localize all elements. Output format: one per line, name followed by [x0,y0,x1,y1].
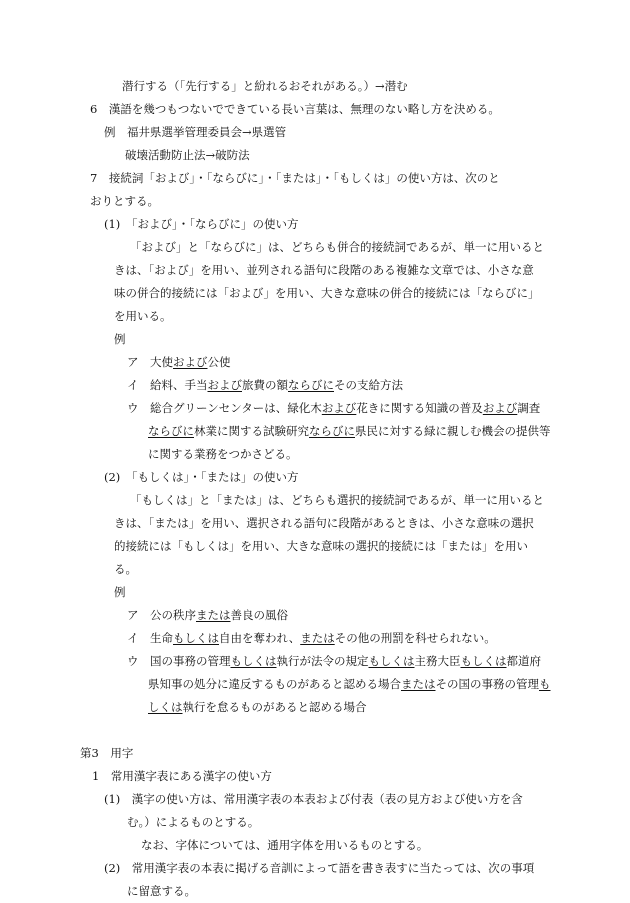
paragraph-line: きは、「または」を用い、選択される語句に段階があるときは、小さな意味の選択 [114,516,534,530]
subsection-item: (1) 漢字の使い方は、常用漢字表の本表および付表（表の見方および使い方を含 [104,792,523,806]
paragraph-line: る。 [114,562,137,576]
underlined-conjunction: または [300,631,335,645]
example-item [127,351,231,374]
underlined-conjunction: および [321,401,357,415]
subsection-item: (2) 常用漢字表の本表に掲げる音訓によって語を書き表すに当たっては、次の事項 [104,861,535,875]
example-item-continued: に関する業務をつかさどる。 [148,447,298,461]
text-segment: ア 公の秩序 [127,608,196,622]
example-line: 例 福井県選挙管理委員会→県選管 [104,125,287,139]
list-item-6: 6 漢語を幾つもつないでできている長い言葉は、無理のない略し方を決める。 [90,102,500,116]
text-segment: 公使 [207,355,231,369]
example-item [127,650,541,673]
example-label: 例 [114,332,126,346]
text-segment: ウ 国の事務の管理 [127,654,231,668]
underlined-conjunction: もしくは [368,654,415,668]
paragraph-line: きは、「および」を用い、並列される語句に段階のある複雑な文章では、小さな意 [114,263,534,277]
text-segment: イ 生命 [127,631,173,645]
text-segment: 執行を怠るものがあると認める場合 [182,700,367,714]
example-item [127,397,540,420]
list-item-1: 1 常用漢字表にある漢字の使い方 [92,769,272,783]
text-segment: 主務大臣 [414,654,461,668]
text-segment: ア 大使 [127,355,173,369]
text-segment: ウ 総合グリーンセンターは、緑化木 [127,401,322,415]
underlined-conjunction: もしくは [173,631,219,645]
text-segment: 都道府 [506,654,541,668]
text-segment: その支給方法 [334,378,403,392]
underlined-conjunction: または [196,608,231,622]
underlined-conjunction: および [482,401,518,415]
paragraph-line: 的接続には「もしくは」を用い、大きな意味の選択的接続には「または」を用い [114,539,528,553]
underlined-conjunction: ならびに [288,378,334,392]
text-line: 潜行する（「先行する」と紛れるおそれがある。）→潜む [122,79,408,93]
text-segment: 執行が法令の規定 [276,654,369,668]
paragraph-line: む。）によるものとする。 [127,815,260,829]
example-item-continued [148,696,367,719]
underlined-conjunction: ならびに [148,424,194,438]
text-segment: 旅費の額 [242,378,288,392]
text-line: おりとする。 [90,194,159,208]
underlined-conjunction: ならびに [309,424,355,438]
paragraph-line: 「および」と「ならびに」は、どちらも併合的接続詞であるが、単一に用いると [130,240,544,254]
text-segment: 自由を奪われ、 [219,631,301,645]
text-segment: 花きに関する知識の普及 [356,401,483,415]
subsection-heading: (2) 「もしくは」・「または」の使い方 [104,470,299,484]
underlined-conjunction: も [539,677,551,691]
text-segment: 県知事の処分に違反するものがあると認める場合 [148,677,401,691]
text-segment: 林業に関する試験研究 [194,424,309,438]
section-heading: 第3 用字 [80,746,134,760]
text-segment: その他の刑罰を科せられない。 [334,631,496,645]
text-segment: イ 給料、手当 [127,378,208,392]
paragraph-line: なお、字体については、通用字体を用いるものとする。 [141,838,429,852]
text-segment: 善良の風俗 [230,608,288,622]
underlined-conjunction: しくは [148,700,183,714]
example-item-continued [148,673,551,696]
text-segment: 県民に対する緑に親しむ機会の提供等 [355,424,551,438]
underlined-conjunction: または [401,677,436,691]
underlined-conjunction: および [207,378,242,392]
paragraph-line: 味の併合的接続には「および」を用い、大きな意味の併合的接続には「ならびに」 [114,286,540,300]
subsection-heading: (1) 「および」・「ならびに」の使い方 [104,217,299,231]
example-item [127,627,496,650]
underlined-conjunction: および [173,355,208,369]
list-item-7: 7 接続詞「および」・「ならびに」・「または」・「もしくは」の使い方は、次のと [90,171,500,185]
paragraph-line: に留意する。 [127,884,196,898]
example-item [127,604,288,627]
text-segment: その国の事務の管理 [435,677,539,691]
example-line: 破壊活動防止法→破防法 [125,148,250,162]
underlined-conjunction: もしくは [460,654,507,668]
example-item-continued [148,420,551,443]
text-segment: 調査 [517,401,541,415]
paragraph-line: を用いる。 [114,309,172,323]
underlined-conjunction: もしくは [230,654,277,668]
example-item [127,374,403,397]
paragraph-line: 「もしくは」と「または」は、どちらも選択的接続詞であるが、単一に用いると [130,493,544,507]
example-label: 例 [114,585,126,599]
